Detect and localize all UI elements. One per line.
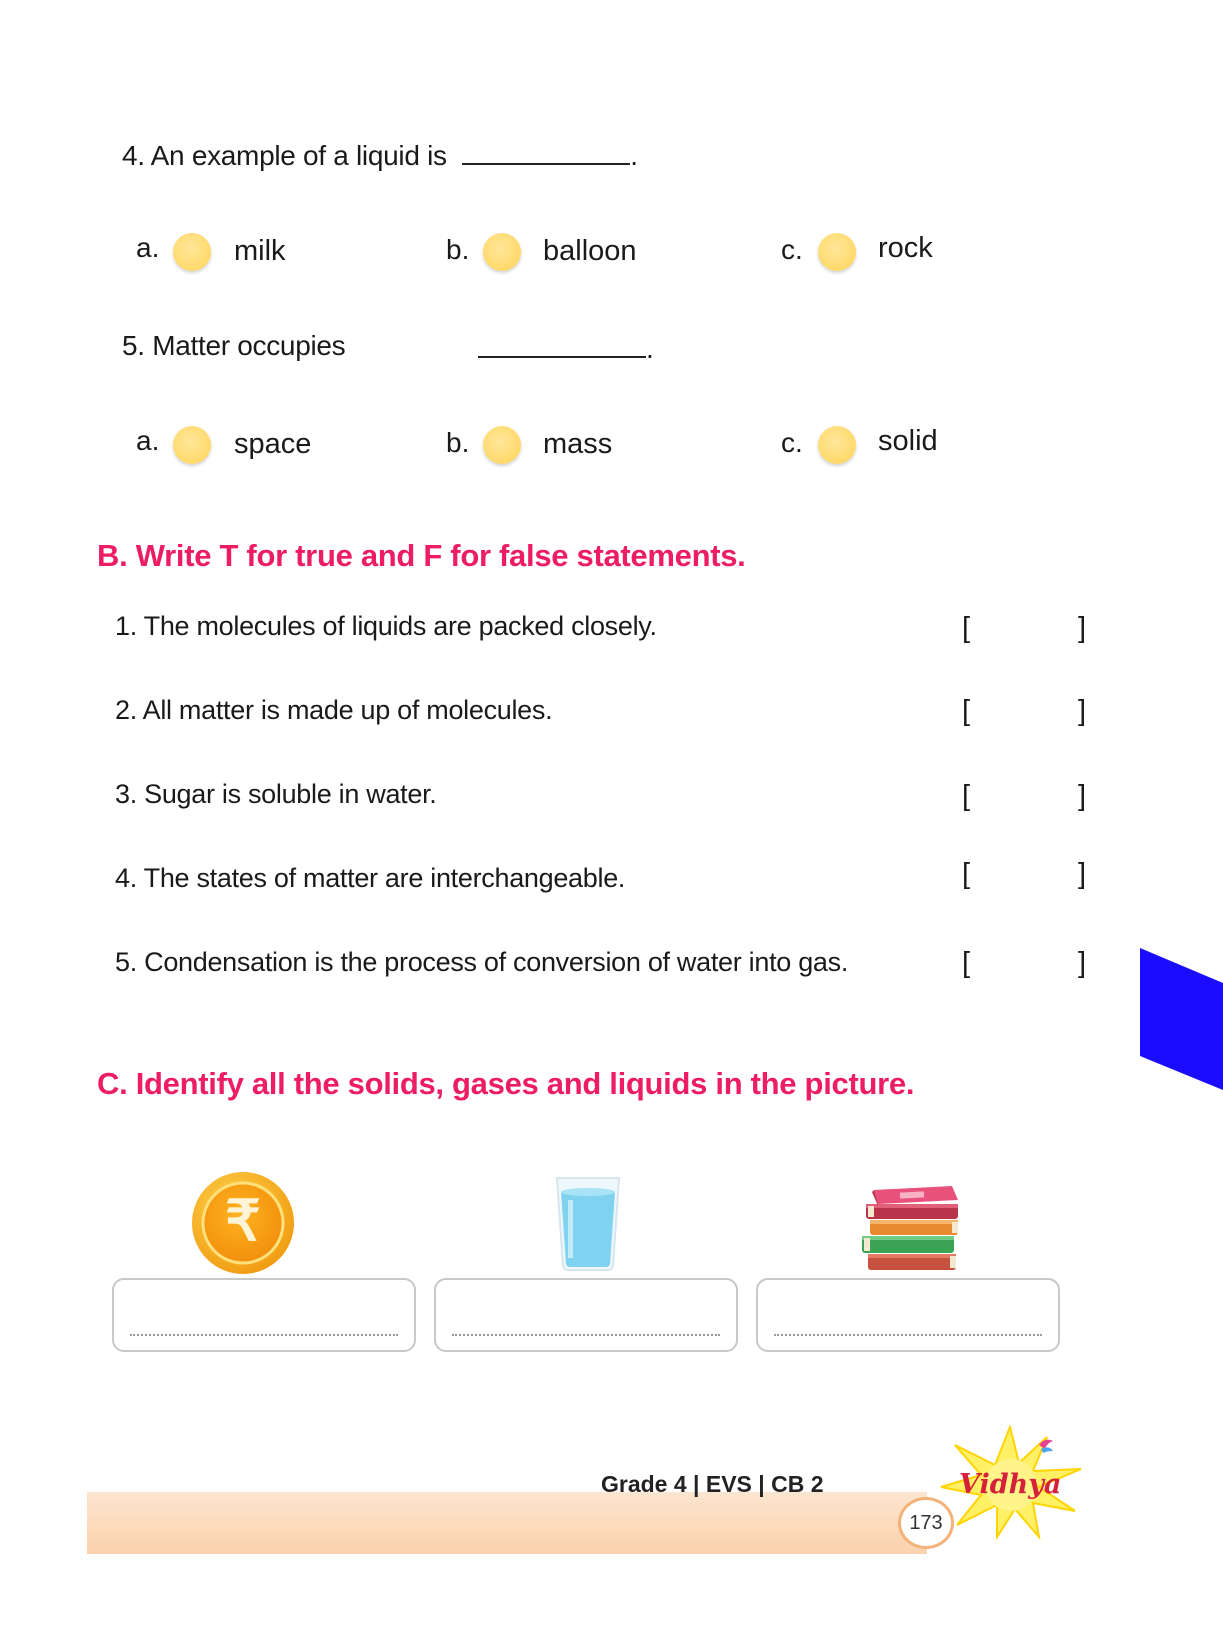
statement-2: 2. All matter is made up of molecules.	[115, 695, 553, 725]
q4-option-c-bubble[interactable]	[818, 233, 856, 271]
answer-bracket-close-4: ]	[1078, 858, 1087, 890]
q5-option-a-letter: a.	[136, 425, 160, 456]
section-c-heading: C. Identify all the solids, gases and liquids in the picture.	[97, 1066, 915, 1101]
question-5-blank[interactable]	[478, 334, 646, 358]
q4-option-c-letter: c.	[781, 234, 803, 265]
q4-option-b-bubble[interactable]	[483, 233, 521, 271]
section-b-heading: B. Write T for true and F for false statements.	[97, 538, 746, 573]
q4-option-b-letter: b.	[446, 234, 470, 265]
question-4-end: .	[630, 140, 638, 171]
question-4-blank[interactable]	[462, 141, 630, 165]
answer-bracket-open-4: [	[962, 858, 971, 890]
statement-3: 3. Sugar is soluble in water.	[115, 779, 437, 809]
q5-option-b-label: mass	[543, 428, 613, 460]
q5-option-b-bubble[interactable]	[483, 426, 521, 464]
q5-option-c-letter: c.	[781, 427, 803, 458]
answer-slot-5[interactable]	[985, 947, 1065, 979]
q4-option-a-bubble[interactable]	[173, 233, 211, 271]
statement-5: 5. Condensation is the process of conversion of water into gas.	[115, 947, 849, 977]
answer-bracket-open-3: [	[962, 780, 971, 812]
page-number: 173	[898, 1497, 954, 1549]
answer-slot-3[interactable]	[985, 780, 1065, 812]
question-4	[122, 140, 638, 172]
q4-option-b-label: balloon	[543, 235, 637, 267]
answer-slot-1[interactable]	[985, 612, 1065, 644]
q5-option-c-label: solid	[878, 425, 938, 457]
q4-option-a-label: milk	[234, 235, 286, 267]
vidhya-logo	[935, 1425, 1085, 1540]
question-4-text: 4. An example of a liquid is	[122, 140, 447, 171]
answer-box-1[interactable]	[112, 1278, 416, 1352]
answer-slot-4[interactable]	[985, 858, 1065, 890]
water-glass-icon	[553, 1172, 623, 1272]
q5-option-c-bubble[interactable]	[818, 426, 856, 464]
q5-option-a-bubble[interactable]	[173, 426, 211, 464]
q5-option-a-label: space	[234, 428, 312, 460]
answer-bracket-open-5: [	[962, 947, 971, 979]
answer-bracket-open-1: [	[962, 612, 971, 644]
chapter-side-tab	[1140, 948, 1223, 1090]
answer-bracket-close-1: ]	[1078, 612, 1087, 644]
answer-slot-2[interactable]	[985, 695, 1065, 727]
answer-bracket-open-2: [	[962, 695, 971, 727]
statement-1: 1. The molecules of liquids are packed closely.	[115, 611, 657, 641]
answer-bracket-close-2: ]	[1078, 695, 1087, 727]
logo-text: Vidhya	[959, 1469, 1062, 1500]
question-5	[478, 333, 653, 365]
question-5-end: .	[646, 333, 654, 364]
footer-band	[87, 1492, 927, 1554]
book-stack-icon	[860, 1180, 964, 1276]
footer-label: Grade 4 | EVS | CB 2	[601, 1471, 824, 1497]
rupee-coin-icon	[190, 1170, 296, 1276]
statement-4: 4. The states of matter are interchangeable.	[115, 863, 626, 893]
answer-bracket-close-5: ]	[1078, 947, 1087, 979]
q4-option-a-letter: a.	[136, 232, 160, 263]
rupee-symbol: ₹	[225, 1189, 261, 1252]
answer-box-3[interactable]	[756, 1278, 1060, 1352]
question-5-text: 5. Matter occupies	[122, 330, 346, 361]
answer-box-2[interactable]	[434, 1278, 738, 1352]
answer-bracket-close-3: ]	[1078, 780, 1087, 812]
q5-option-b-letter: b.	[446, 427, 470, 458]
q4-option-c-label: rock	[878, 232, 933, 264]
